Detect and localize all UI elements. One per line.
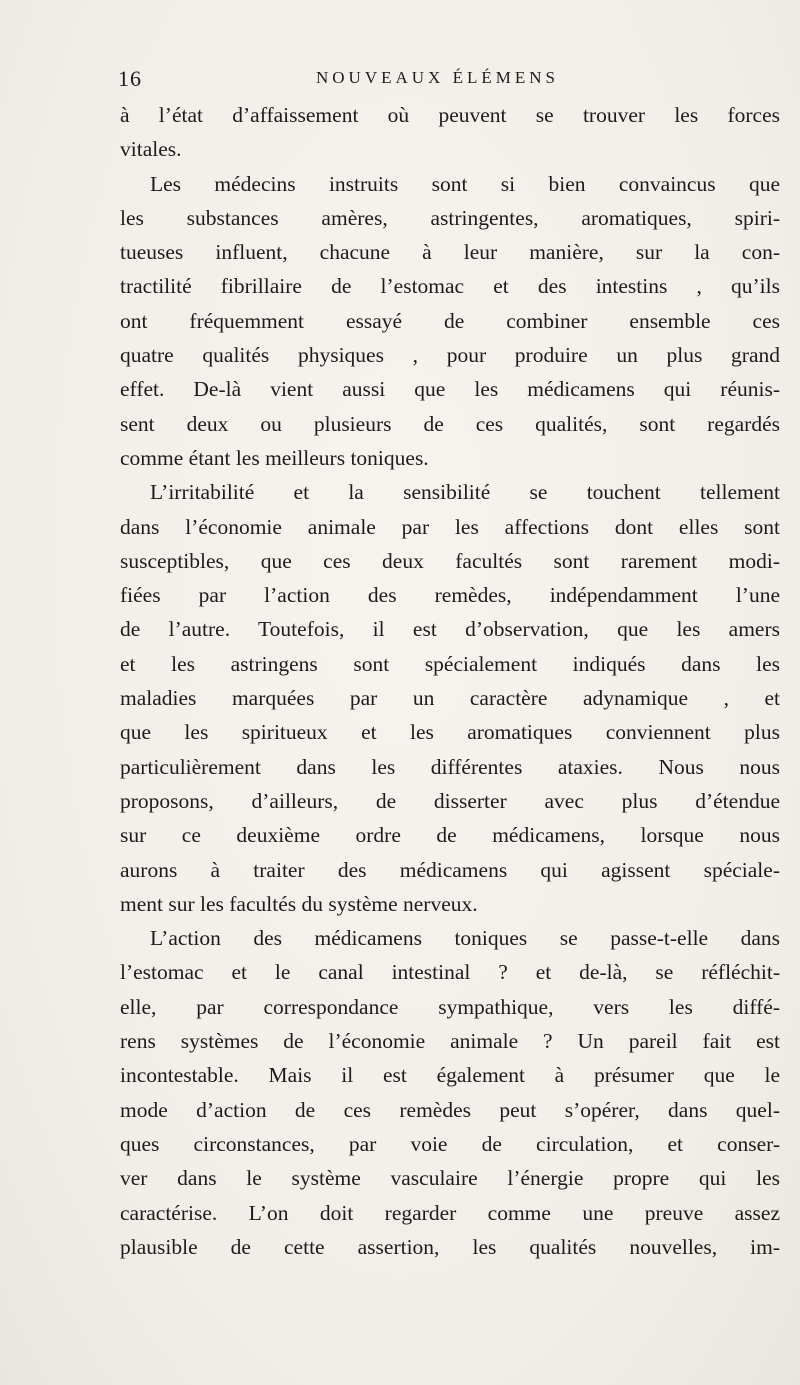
paragraph-start-line: Les médecins instruits sont si bien convaincus que bbox=[150, 171, 780, 196]
running-title: NOUVEAUX ÉLÉMENS bbox=[316, 68, 559, 87]
text-line: incontestable. Mais il est également à présumer que le bbox=[120, 1063, 780, 1088]
text-line: effet. De-là vient aussi que les médicamens qui réunis- bbox=[120, 377, 780, 402]
text-line: ver dans le système vasculaire l’énergie propre qui les bbox=[120, 1166, 780, 1191]
text-line: rens systèmes de l’économie animale ? Un pareil fait est bbox=[120, 1029, 780, 1054]
text-line: que les spiritueux et les aromatiques conviennent plus bbox=[120, 720, 780, 745]
text-line: ont fréquemment essayé de combiner ensemble ces bbox=[120, 308, 780, 333]
text-line: particulièrement dans les différentes ataxies. Nous nous bbox=[120, 754, 780, 779]
body-text bbox=[120, 98, 780, 1264]
text-line: à l’état d’affaissement où peuvent se trouver les forces bbox=[120, 103, 780, 127]
text-line: dans l’économie animale par les affections dont elles sont bbox=[120, 514, 780, 539]
text-line: vitales. bbox=[120, 137, 182, 162]
text-line: aurons à traiter des médicamens qui agissent spéciale- bbox=[120, 857, 780, 882]
text-line: comme étant les meilleurs toniques. bbox=[120, 445, 429, 470]
text-line: ment sur les facultés du système nerveux. bbox=[120, 891, 478, 916]
text-line: sent deux ou plusieurs de ces qualités, sont regardés bbox=[120, 411, 780, 436]
page-number: 16 bbox=[118, 66, 142, 91]
text-line: proposons, d’ailleurs, de disserter avec plus d’étendue bbox=[120, 788, 780, 813]
page-header bbox=[118, 66, 678, 96]
text-line: mode d’action de ces remèdes peut s’opérer, dans quel- bbox=[120, 1097, 780, 1122]
text-line: les substances amères, astringentes, aromatiques, spiri- bbox=[120, 205, 780, 230]
text-line: ques circonstances, par voie de circulation, et conser- bbox=[120, 1131, 780, 1156]
text-line: elle, par correspondance sympathique, vers les diffé- bbox=[120, 994, 780, 1019]
text-line: plausible de cette assertion, les qualités nouvelles, im- bbox=[120, 1234, 780, 1259]
text-line: fiées par l’action des remèdes, indépendamment l’une bbox=[120, 583, 780, 608]
text-line: maladies marquées par un caractère adynamique , et bbox=[120, 686, 780, 711]
text-line: susceptibles, que ces deux facultés sont rarement modi- bbox=[120, 548, 780, 573]
text-line: l’estomac et le canal intestinal ? et de-là, se réfléchit- bbox=[120, 960, 780, 985]
text-line: tueuses influent, chacune à leur manière, sur la con- bbox=[120, 240, 780, 265]
text-line: sur ce deuxième ordre de médicamens, lorsque nous bbox=[120, 823, 780, 848]
text-line: et les astringens sont spécialement indiqués dans les bbox=[120, 651, 780, 676]
text-line: quatre qualités physiques , pour produire un plus grand bbox=[120, 343, 780, 368]
paragraph-start-line: L’irritabilité et la sensibilité se touchent tellement bbox=[150, 480, 780, 505]
text-line: caractérise. L’on doit regarder comme une preuve assez bbox=[120, 1200, 780, 1225]
text-line: de l’autre. Toutefois, il est d’observation, que les amers bbox=[120, 617, 780, 642]
text-line: tractilité fibrillaire de l’estomac et des intestins , qu’ils bbox=[120, 274, 780, 299]
paragraph-start-line: L’action des médicamens toniques se passe-t-elle dans bbox=[150, 926, 780, 951]
